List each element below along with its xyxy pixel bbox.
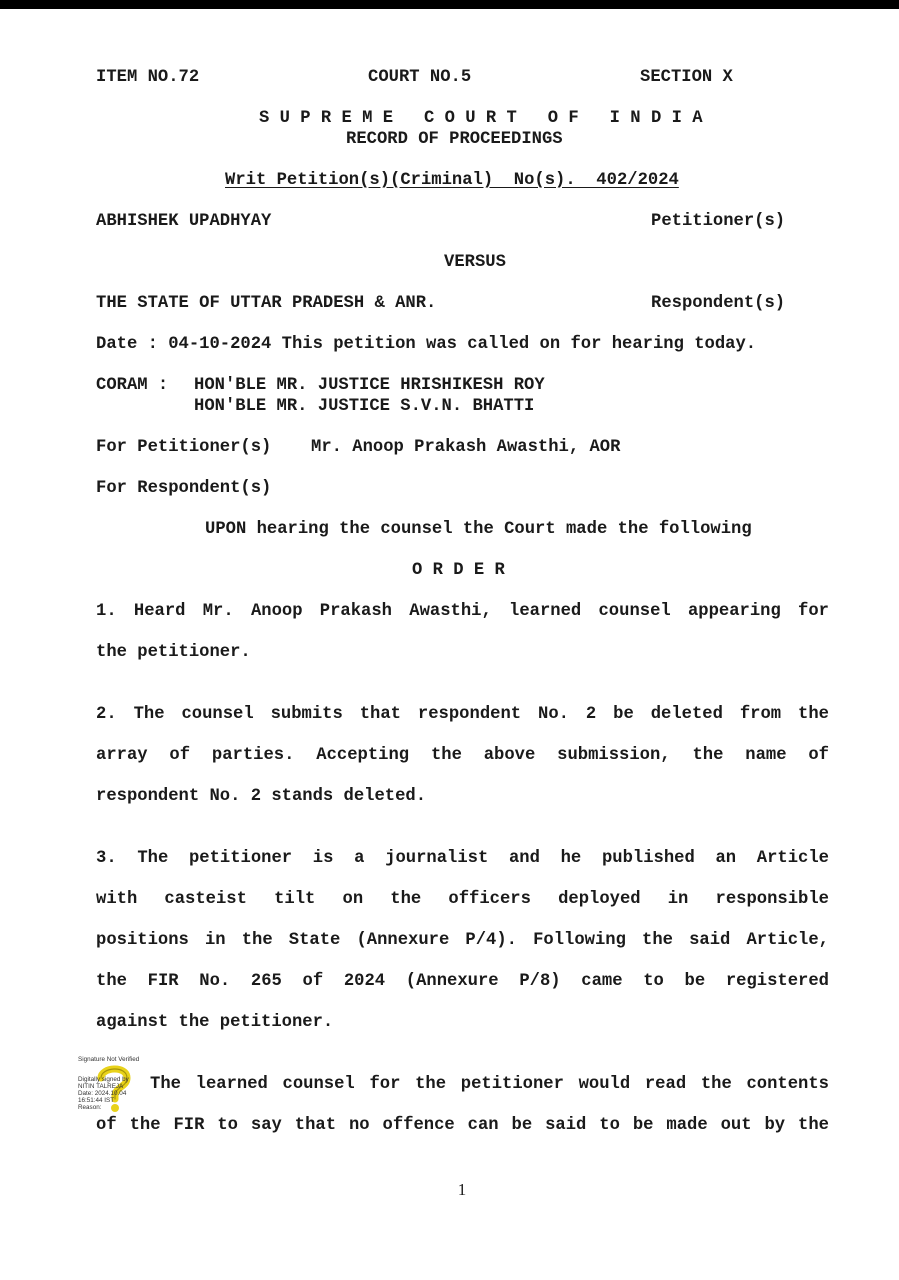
- order-title: O R D E R: [412, 561, 505, 580]
- respondent-role: Respondent(s): [651, 294, 786, 313]
- upon-hearing-text: UPON hearing the counsel the Court made the following: [205, 520, 752, 539]
- petitioner-role: Petitioner(s): [651, 212, 786, 231]
- signature-detail: Reason:: [78, 1104, 102, 1111]
- petitioner-counsel: Mr. Anoop Prakash Awasthi, AOR: [311, 438, 621, 457]
- petitioner-name: ABHISHEK UPADHYAY: [96, 212, 272, 231]
- respondent-name: THE STATE OF UTTAR PRADESH & ANR.: [96, 294, 437, 313]
- case-number: Writ Petition(s)(Criminal) No(s). 402/2024: [225, 171, 679, 190]
- order-line: of the FIR to say that no offence can be said to be made out by the: [96, 1116, 829, 1135]
- order-line: respondent No. 2 stands deleted.: [96, 787, 427, 806]
- signature-detail: Date: 2024.10.04: [78, 1090, 127, 1097]
- signature-detail: 16:51:44 IST: [78, 1097, 115, 1104]
- coram-judge: HON'BLE MR. JUSTICE S.V.N. BHATTI: [194, 397, 535, 416]
- record-title: RECORD OF PROCEEDINGS: [346, 130, 563, 149]
- order-line: positions in the State (Annexure P/4). Following the said Article,: [96, 931, 829, 950]
- coram-label: CORAM :: [96, 376, 169, 395]
- order-line: the petitioner.: [96, 643, 251, 662]
- coram-judge: HON'BLE MR. JUSTICE HRISHIKESH ROY: [194, 376, 545, 395]
- order-line: against the petitioner.: [96, 1013, 334, 1032]
- order-line: 3. The petitioner is a journalist and he published an Article: [96, 849, 829, 868]
- order-line: 2. The counsel submits that respondent No. 2 be deleted from the: [96, 705, 829, 724]
- digital-signature-stamp: [78, 1056, 156, 1114]
- signature-detail: NITIN TALREJA: [78, 1083, 124, 1090]
- order-line: array of parties. Accepting the above submission, the name of: [96, 746, 829, 765]
- versus-label: VERSUS: [444, 253, 506, 272]
- item-number: ITEM NO.72: [96, 68, 200, 87]
- order-line: The learned counsel for the petitioner would read the contents: [150, 1075, 829, 1094]
- top-border: [0, 0, 899, 9]
- order-line: the FIR No. 265 of 2024 (Annexure P/8) came to be registered: [96, 972, 829, 991]
- court-number: COURT NO.5: [368, 68, 472, 87]
- section-label: SECTION X: [640, 68, 733, 87]
- court-name: S U P R E M E C O U R T O F I N D I A: [259, 109, 703, 128]
- for-petitioner-label: For Petitioner(s): [96, 438, 272, 457]
- order-line: 1. Heard Mr. Anoop Prakash Awasthi, learned counsel appearing for: [96, 602, 829, 621]
- hearing-date: Date : 04-10-2024 This petition was called on for hearing today.: [96, 335, 757, 354]
- signature-status: Signature Not Verified: [78, 1056, 140, 1063]
- order-line: with casteist tilt on the officers deployed in responsible: [96, 890, 829, 909]
- for-respondent-label: For Respondent(s): [96, 479, 272, 498]
- signature-detail: Digitally signed by: [78, 1076, 129, 1083]
- page-number: 1: [457, 1180, 467, 1199]
